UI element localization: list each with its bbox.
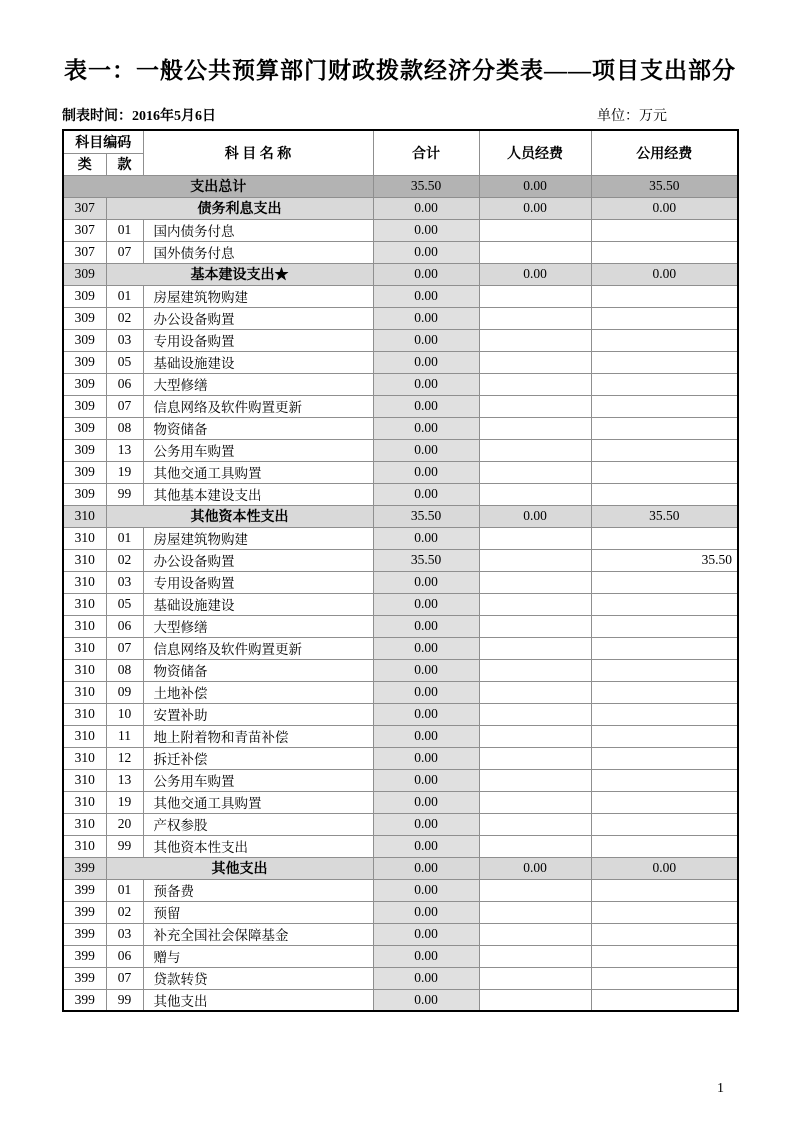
row-class-code: 399 xyxy=(63,945,106,967)
row-public-value xyxy=(591,835,738,857)
row-personnel-value xyxy=(479,241,591,263)
row-subject-name: 其他交通工具购置 xyxy=(143,461,373,483)
row-personnel-value xyxy=(479,219,591,241)
row-total-value: 0.00 xyxy=(373,835,479,857)
table-row-detail xyxy=(63,329,738,351)
row-personnel-value xyxy=(479,835,591,857)
row-total-value: 0.00 xyxy=(373,241,479,263)
row-personnel-value xyxy=(479,725,591,747)
row-subject-name: 信息网络及软件购置更新 xyxy=(143,637,373,659)
row-personnel-value xyxy=(479,307,591,329)
row-public-value xyxy=(591,571,738,593)
row-class-code: 309 xyxy=(63,329,106,351)
row-item-code: 19 xyxy=(106,461,143,483)
table-row-detail xyxy=(63,923,738,945)
row-subject-name: 安置补助 xyxy=(143,703,373,725)
row-item-code: 07 xyxy=(106,967,143,989)
row-total-value: 0.00 xyxy=(373,351,479,373)
row-item-code: 20 xyxy=(106,813,143,835)
row-subject-name: 拆迁补偿 xyxy=(143,747,373,769)
row-personnel-value xyxy=(479,373,591,395)
row-item-code: 01 xyxy=(106,219,143,241)
row-item-code: 99 xyxy=(106,483,143,505)
row-total-value: 0.00 xyxy=(373,681,479,703)
table-row-detail xyxy=(63,659,738,681)
row-item-code: 99 xyxy=(106,989,143,1011)
row-class-code: 309 xyxy=(63,285,106,307)
row-public-value xyxy=(591,285,738,307)
row-class-code: 399 xyxy=(63,879,106,901)
row-class-code: 309 xyxy=(63,439,106,461)
table-row-detail xyxy=(63,571,738,593)
row-total-value: 0.00 xyxy=(373,219,479,241)
row-public-value xyxy=(591,747,738,769)
row-class-code: 309 xyxy=(63,483,106,505)
header-subject-name: 科 目 名 称 xyxy=(143,130,373,175)
row-public-value xyxy=(591,945,738,967)
row-personnel-value xyxy=(479,439,591,461)
table-row-detail xyxy=(63,439,738,461)
header-personnel-expense: 人员经费 xyxy=(479,130,591,175)
row-item-code: 02 xyxy=(106,901,143,923)
row-total-value: 0.00 xyxy=(373,329,479,351)
row-personnel-value xyxy=(479,549,591,571)
table-row-section xyxy=(63,857,738,879)
header-item-code: 款 xyxy=(106,153,143,175)
table-row-detail xyxy=(63,549,738,571)
row-total-value: 0.00 xyxy=(373,813,479,835)
row-class-code: 307 xyxy=(63,241,106,263)
row-total-value: 0.00 xyxy=(373,461,479,483)
row-total-value: 0.00 xyxy=(373,417,479,439)
row-item-code: 05 xyxy=(106,593,143,615)
row-class-code: 310 xyxy=(63,637,106,659)
header-class-code: 类 xyxy=(63,153,106,175)
row-class-code: 310 xyxy=(63,747,106,769)
row-personnel-value xyxy=(479,923,591,945)
table-row-detail xyxy=(63,461,738,483)
row-public-value xyxy=(591,395,738,417)
row-public-value xyxy=(591,967,738,989)
row-total-value: 0.00 xyxy=(373,263,479,285)
row-total-value: 0.00 xyxy=(373,791,479,813)
table-row-section xyxy=(63,197,738,219)
row-total-value: 35.50 xyxy=(373,175,479,197)
row-subject-name: 国外债务付息 xyxy=(143,241,373,263)
row-total-value: 0.00 xyxy=(373,857,479,879)
row-public-value xyxy=(591,659,738,681)
row-total-value: 0.00 xyxy=(373,483,479,505)
row-public-value xyxy=(591,483,738,505)
row-class-code: 310 xyxy=(63,527,106,549)
row-personnel-value xyxy=(479,571,591,593)
row-public-value: 0.00 xyxy=(591,857,738,879)
row-item-code: 07 xyxy=(106,637,143,659)
row-class-code: 307 xyxy=(63,197,106,219)
row-personnel-value xyxy=(479,329,591,351)
row-item-code: 02 xyxy=(106,549,143,571)
row-personnel-value xyxy=(479,593,591,615)
row-public-value xyxy=(591,527,738,549)
row-subject-name: 大型修缮 xyxy=(143,615,373,637)
row-item-code: 06 xyxy=(106,615,143,637)
row-total-value: 0.00 xyxy=(373,945,479,967)
row-public-value xyxy=(591,791,738,813)
row-subject-name: 公务用车购置 xyxy=(143,439,373,461)
row-personnel-value xyxy=(479,945,591,967)
row-personnel-value xyxy=(479,395,591,417)
row-total-value: 0.00 xyxy=(373,879,479,901)
row-personnel-value xyxy=(479,681,591,703)
row-subject-name: 基础设施建设 xyxy=(143,593,373,615)
row-item-code: 03 xyxy=(106,923,143,945)
table-row-detail xyxy=(63,747,738,769)
row-subject-name: 基础设施建设 xyxy=(143,351,373,373)
row-personnel-value xyxy=(479,285,591,307)
row-personnel-value xyxy=(479,615,591,637)
unit-label: 单位：万元 xyxy=(597,109,667,124)
row-personnel-value xyxy=(479,879,591,901)
row-item-code: 12 xyxy=(106,747,143,769)
row-item-code: 07 xyxy=(106,241,143,263)
row-total-value: 0.00 xyxy=(373,989,479,1011)
row-total-value: 35.50 xyxy=(373,505,479,527)
row-total-value: 0.00 xyxy=(373,593,479,615)
row-class-code: 310 xyxy=(63,659,106,681)
row-total-value: 0.00 xyxy=(373,725,479,747)
row-item-code: 99 xyxy=(106,835,143,857)
row-subject-name: 补充全国社会保障基金 xyxy=(143,923,373,945)
row-subject-name: 办公设备购置 xyxy=(143,549,373,571)
row-item-code: 08 xyxy=(106,417,143,439)
row-subject-name: 地上附着物和青苗补偿 xyxy=(143,725,373,747)
table-row-detail xyxy=(63,901,738,923)
row-subject-name: 专用设备购置 xyxy=(143,571,373,593)
row-class-code: 399 xyxy=(63,967,106,989)
row-public-value xyxy=(591,373,738,395)
row-subject-name: 专用设备购置 xyxy=(143,329,373,351)
table-row-detail xyxy=(63,703,738,725)
row-subject-name: 房屋建筑物购建 xyxy=(143,527,373,549)
row-subject-name: 公务用车购置 xyxy=(143,769,373,791)
row-public-value xyxy=(591,901,738,923)
table-row-detail xyxy=(63,879,738,901)
row-personnel-value xyxy=(479,659,591,681)
row-personnel-value xyxy=(479,747,591,769)
row-personnel-value xyxy=(479,967,591,989)
row-total-value: 0.00 xyxy=(373,703,479,725)
header-total: 合计 xyxy=(373,130,479,175)
table-row-detail xyxy=(63,725,738,747)
table-row-detail xyxy=(63,593,738,615)
row-class-code: 310 xyxy=(63,571,106,593)
row-class-code: 310 xyxy=(63,549,106,571)
table-row-detail xyxy=(63,285,738,307)
row-class-code: 309 xyxy=(63,263,106,285)
table-row-detail xyxy=(63,835,738,857)
row-subject-name: 其他交通工具购置 xyxy=(143,791,373,813)
row-total-value: 0.00 xyxy=(373,571,479,593)
row-class-code: 309 xyxy=(63,395,106,417)
row-label: 其他支出 xyxy=(106,857,373,879)
row-item-code: 02 xyxy=(106,307,143,329)
row-class-code: 309 xyxy=(63,417,106,439)
row-subject-name: 国内债务付息 xyxy=(143,219,373,241)
row-subject-name: 其他支出 xyxy=(143,989,373,1011)
table-row-detail xyxy=(63,241,738,263)
row-public-value xyxy=(591,241,738,263)
row-personnel-value: 0.00 xyxy=(479,505,591,527)
row-class-code: 310 xyxy=(63,725,106,747)
table-row-detail xyxy=(63,615,738,637)
row-item-code: 13 xyxy=(106,439,143,461)
row-item-code: 03 xyxy=(106,329,143,351)
row-total-value: 0.00 xyxy=(373,395,479,417)
row-subject-name: 信息网络及软件购置更新 xyxy=(143,395,373,417)
row-public-value xyxy=(591,461,738,483)
report-date: 制表时间：2016年5月6日 xyxy=(62,109,216,124)
row-item-code: 05 xyxy=(106,351,143,373)
row-personnel-value xyxy=(479,417,591,439)
row-total-value: 0.00 xyxy=(373,659,479,681)
row-total-value: 0.00 xyxy=(373,439,479,461)
row-class-code: 309 xyxy=(63,373,106,395)
row-class-code: 309 xyxy=(63,461,106,483)
row-public-value xyxy=(591,417,738,439)
row-public-value xyxy=(591,351,738,373)
table-row-detail xyxy=(63,395,738,417)
header-public-expense: 公用经费 xyxy=(591,130,738,175)
row-class-code: 310 xyxy=(63,593,106,615)
row-public-value: 35.50 xyxy=(591,175,738,197)
row-class-code: 307 xyxy=(63,219,106,241)
row-class-code: 310 xyxy=(63,505,106,527)
page-number: 1 xyxy=(717,1081,724,1096)
row-total-value: 0.00 xyxy=(373,197,479,219)
row-item-code: 06 xyxy=(106,945,143,967)
row-public-value xyxy=(591,637,738,659)
table-header xyxy=(63,130,738,175)
table-row-detail xyxy=(63,791,738,813)
row-total-value: 0.00 xyxy=(373,527,479,549)
table-row-detail xyxy=(63,219,738,241)
table-row-detail xyxy=(63,813,738,835)
row-item-code: 13 xyxy=(106,769,143,791)
header-code-group: 科目编码 xyxy=(63,130,143,153)
row-total-value: 0.00 xyxy=(373,307,479,329)
table-row-detail xyxy=(63,373,738,395)
row-class-code: 309 xyxy=(63,307,106,329)
row-public-value xyxy=(591,593,738,615)
row-class-code: 310 xyxy=(63,813,106,835)
row-public-value xyxy=(591,989,738,1011)
row-personnel-value: 0.00 xyxy=(479,197,591,219)
row-total-value: 0.00 xyxy=(373,747,479,769)
table-row-detail xyxy=(63,527,738,549)
row-public-value xyxy=(591,219,738,241)
row-personnel-value xyxy=(479,461,591,483)
row-total-value: 0.00 xyxy=(373,901,479,923)
row-personnel-value xyxy=(479,769,591,791)
table-row-detail xyxy=(63,769,738,791)
row-subject-name: 物资储备 xyxy=(143,659,373,681)
table-row-detail xyxy=(63,417,738,439)
row-item-code: 19 xyxy=(106,791,143,813)
row-label: 基本建设支出★ xyxy=(106,263,373,285)
row-item-code: 01 xyxy=(106,527,143,549)
row-personnel-value xyxy=(479,483,591,505)
row-item-code: 03 xyxy=(106,571,143,593)
row-personnel-value xyxy=(479,791,591,813)
page-title: 表一：一般公共预算部门财政拨款经济分类表——项目支出部分 xyxy=(64,58,736,83)
row-subject-name: 产权参股 xyxy=(143,813,373,835)
row-public-value xyxy=(591,769,738,791)
row-label: 其他资本性支出 xyxy=(106,505,373,527)
row-personnel-value: 0.00 xyxy=(479,857,591,879)
row-subject-name: 土地补偿 xyxy=(143,681,373,703)
table-row-detail xyxy=(63,307,738,329)
table-body xyxy=(63,175,738,1011)
row-personnel-value xyxy=(479,813,591,835)
row-class-code: 399 xyxy=(63,923,106,945)
row-class-code: 399 xyxy=(63,901,106,923)
row-class-code: 310 xyxy=(63,835,106,857)
row-item-code: 09 xyxy=(106,681,143,703)
row-item-code: 01 xyxy=(106,285,143,307)
row-personnel-value: 0.00 xyxy=(479,263,591,285)
row-item-code: 11 xyxy=(106,725,143,747)
row-personnel-value xyxy=(479,989,591,1011)
row-personnel-value xyxy=(479,703,591,725)
row-class-code: 309 xyxy=(63,351,106,373)
row-total-value: 0.00 xyxy=(373,615,479,637)
row-item-code: 08 xyxy=(106,659,143,681)
budget-table xyxy=(62,129,739,1012)
row-personnel-value xyxy=(479,351,591,373)
row-subject-name: 贷款转贷 xyxy=(143,967,373,989)
table-row-detail xyxy=(63,351,738,373)
row-subject-name: 预留 xyxy=(143,901,373,923)
row-total-value: 0.00 xyxy=(373,967,479,989)
row-total-value: 0.00 xyxy=(373,637,479,659)
row-item-code: 07 xyxy=(106,395,143,417)
row-public-value xyxy=(591,813,738,835)
meta-row xyxy=(62,105,737,125)
row-public-value: 35.50 xyxy=(591,505,738,527)
table-row-detail xyxy=(63,967,738,989)
row-total-value: 0.00 xyxy=(373,373,479,395)
row-personnel-value xyxy=(479,527,591,549)
row-subject-name: 预备费 xyxy=(143,879,373,901)
row-public-value xyxy=(591,681,738,703)
row-total-value: 0.00 xyxy=(373,285,479,307)
row-public-value xyxy=(591,307,738,329)
row-public-value: 0.00 xyxy=(591,263,738,285)
table-row-detail xyxy=(63,989,738,1011)
row-subject-name: 其他基本建设支出 xyxy=(143,483,373,505)
table-row-detail xyxy=(63,637,738,659)
row-subject-name: 办公设备购置 xyxy=(143,307,373,329)
row-label: 债务利息支出 xyxy=(106,197,373,219)
row-public-value xyxy=(591,329,738,351)
row-public-value xyxy=(591,439,738,461)
row-public-value xyxy=(591,703,738,725)
row-subject-name: 房屋建筑物购建 xyxy=(143,285,373,307)
row-total-value: 0.00 xyxy=(373,923,479,945)
row-subject-name: 物资储备 xyxy=(143,417,373,439)
table-row-section xyxy=(63,505,738,527)
row-personnel-value: 0.00 xyxy=(479,175,591,197)
row-subject-name: 其他资本性支出 xyxy=(143,835,373,857)
row-personnel-value xyxy=(479,637,591,659)
table-row-grand xyxy=(63,175,738,197)
row-personnel-value xyxy=(479,901,591,923)
row-class-code: 310 xyxy=(63,615,106,637)
row-total-value: 0.00 xyxy=(373,769,479,791)
row-public-value: 35.50 xyxy=(591,549,738,571)
row-public-value xyxy=(591,615,738,637)
row-item-code: 10 xyxy=(106,703,143,725)
table-row-detail xyxy=(63,945,738,967)
row-total-value: 35.50 xyxy=(373,549,479,571)
row-subject-name: 赠与 xyxy=(143,945,373,967)
row-class-code: 399 xyxy=(63,989,106,1011)
row-class-code: 310 xyxy=(63,791,106,813)
row-subject-name: 大型修缮 xyxy=(143,373,373,395)
row-item-code: 01 xyxy=(106,879,143,901)
row-public-value: 0.00 xyxy=(591,197,738,219)
row-item-code: 06 xyxy=(106,373,143,395)
row-public-value xyxy=(591,879,738,901)
table-row-detail xyxy=(63,483,738,505)
row-public-value xyxy=(591,923,738,945)
row-class-code: 310 xyxy=(63,769,106,791)
row-public-value xyxy=(591,725,738,747)
table-row-detail xyxy=(63,681,738,703)
table-row-section xyxy=(63,263,738,285)
row-class-code: 310 xyxy=(63,681,106,703)
row-class-code: 399 xyxy=(63,857,106,879)
row-label: 支出总计 xyxy=(63,175,373,197)
row-class-code: 310 xyxy=(63,703,106,725)
